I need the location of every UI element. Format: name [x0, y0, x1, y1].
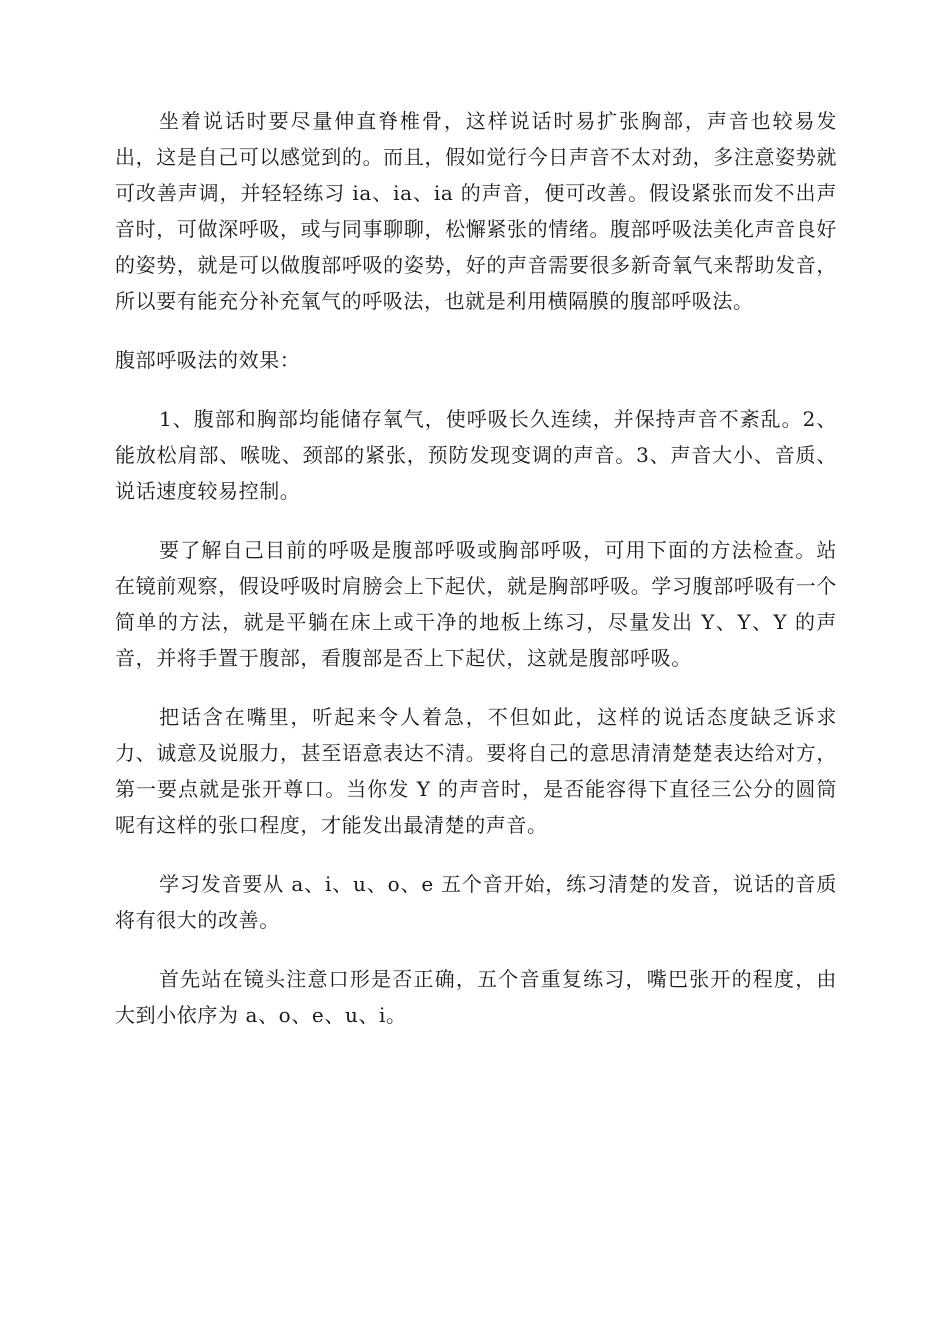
paragraph-effects-list: 1、腹部和胸部均能储存氧气，使呼吸长久连续，并保持声音不紊乱。2、能放松肩部、喉咙、颈部的紧张，预防发现变调的声音。3、声音大小、音质、说话速度较易控制。 — [115, 407, 837, 503]
paragraph-vowel-practice: 学习发音要从 a、i、u、o、e 五个音开始，练习清楚的发音，说话的音质将有很大的改善。 — [115, 872, 837, 932]
paragraph-mirror-practice: 首先站在镜头注意口形是否正确，五个音重复练习，嘴巴张开的程度，由大到小依序为 a、o、e、u、i。 — [115, 967, 837, 1027]
paragraph-posture: 坐着说话时要尽量伸直脊椎骨，这样说话时易扩张胸部，声音也较易发出，这是自己可以感觉到的。而且，假如觉行今日声音不太对劲，多注意姿势就可改善声调，并轻轻练习 ia、ia、ia 的声音，便可改善。假设紧张而发不出声音时，可做深呼吸，或与同事聊聊，松懈紧张的情绪。腹部呼吸法美化声音良好的姿势，就是可以做腹部呼吸的姿势，好的声音需要很多新奇氧气来帮助发音，所以要有能充分补充氧气的呼吸法，也就是利用横隔膜的腹部呼吸法。 — [115, 109, 837, 313]
document-body — [115, 103, 837, 1056]
heading-abdominal-breathing-effects: 腹部呼吸法的效果： — [115, 348, 301, 372]
paragraph-breathing-check: 要了解自己目前的呼吸是腹部呼吸或胸部呼吸，可用下面的方法检查。站在镜前观察，假设呼吸时肩膀会上下起伏，就是胸部呼吸。学习腹部呼吸有一个简单的方法，就是平躺在床上或干净的地板上练习，尽量发出 Y、Y、Y 的声音，并将手置于腹部，看腹部是否上下起伏，这就是腹部呼吸。 — [115, 538, 837, 670]
paragraph-open-mouth: 把话含在嘴里，听起来令人着急，不但如此，这样的说话态度缺乏诉求力、诚意及说服力，甚至语意表达不清。要将自己的意思清清楚楚表达给对方，第一要点就是张开尊口。当你发 Y 的声音时，是否能容得下直径三公分的圆筒呢有这样的张口程度，才能发出最清楚的声音。 — [115, 705, 837, 837]
